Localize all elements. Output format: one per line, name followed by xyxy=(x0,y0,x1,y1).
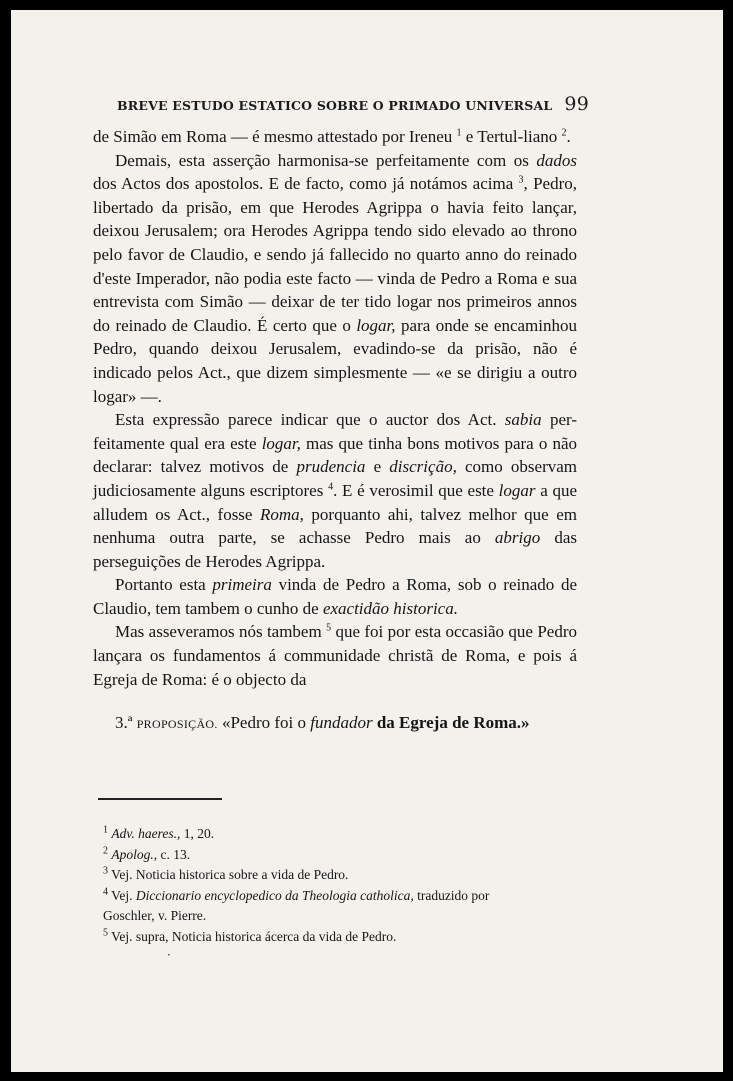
page-number: 99 xyxy=(564,93,589,115)
main-text xyxy=(93,125,577,737)
footnote-2: $^2$ Apolog., c. 13. xyxy=(103,845,191,862)
paragraph-4: Portanto esta primeira vinda de Pedro a Roma, sob o reinado de Claudio, tem tambem o cunho de exactidão historica. xyxy=(93,575,577,618)
footnotes xyxy=(93,824,577,947)
footnote-ref-3[interactable]: 3 xyxy=(518,174,524,186)
paragraph-5: Mas asseveramos nós tambem $^5$ que foi por esta occasião que Pedro lançara os fundamentos á communidade christã de Roma, e pois á Egreja de Roma: é o objecto da xyxy=(93,622,577,689)
footnote-4: $^4$ Vej. Diccionario encyclopedico da Theologia catholica, traduzido por xyxy=(103,886,490,903)
footnote-3: $^3$ Vej. Noticia historica sobre a vida de Pedro. xyxy=(103,865,349,882)
footnote-5: $^5$ Vej. supra, Noticia historica ácerca da vida de Pedro. xyxy=(103,927,397,944)
ink-speck: · xyxy=(167,948,171,962)
paragraph-2: Demais, esta asserção harmonisa-se perfeitamente com os dados dos Actos dos apostolos. E de facto, como já notámos acima $^3$, Pedro, libertado da prisão, em que Herodes Agrippa o havia feito lançar, deixou Jerusalem; ora Herodes Agrippa tendo sido elevado ao throno pelo favor de Claudio, e sendo já fallecido no quarto anno do reinado d'este Imperador, não podia este facto — vinda de Pedro a Roma e sua entrevista com Simão — deixar de ter tido logar nos primeiros annos do reinado de Claudio. É certo que o logar, para onde se encaminhou Pedro, quando deixou Jerusalem, evadindo-se da prisão, não é indicado pelos Act., que dizem simplesmente — «e se dirigiu a outro logar» —. xyxy=(93,150,578,406)
paragraph-1: de Simão em Roma — é mesmo attestado por Ireneu $^1$ e Tertul-liano $^2$. xyxy=(93,127,571,146)
footnote-1: $^1$ Adv. haeres., 1, 20. xyxy=(103,824,215,841)
footnote-ref-4[interactable]: 4 xyxy=(328,481,334,493)
header-title: BREVE ESTUDO ESTATICO SOBRE O PRIMADO UNIVERSAL xyxy=(117,98,553,113)
paragraph-3: Esta expressão parece indicar que o auctor dos Act. sabia per-feitamente qual era este logar, mas que tinha bons motivos para o não declarar: talvez motivos de prudencia e discrição, como observam judiciosamente alguns escriptores $^4$. E é verosimil que este logar a que alludem os Act., fosse Roma, porquanto ahi, talvez melhor que em nenhuma outra parte, se achasse Pedro mais ao abrigo das perseguições de Herodes Agrippa. xyxy=(93,410,578,571)
proposition-heading: 3.ª PROPOSIÇÃO. «Pedro foi o fundador da Egreja de Roma.» xyxy=(115,713,530,733)
footnote-divider xyxy=(98,798,222,800)
footnote-ref-5[interactable]: 5 xyxy=(326,622,332,634)
footnote-ref-2[interactable]: 2 xyxy=(561,127,567,139)
footnote-ref-1[interactable]: 1 xyxy=(456,127,462,139)
book-page xyxy=(11,10,723,1072)
running-header xyxy=(117,93,589,115)
footnote-4-continued: Goschler, v. Pierre. xyxy=(103,908,207,923)
